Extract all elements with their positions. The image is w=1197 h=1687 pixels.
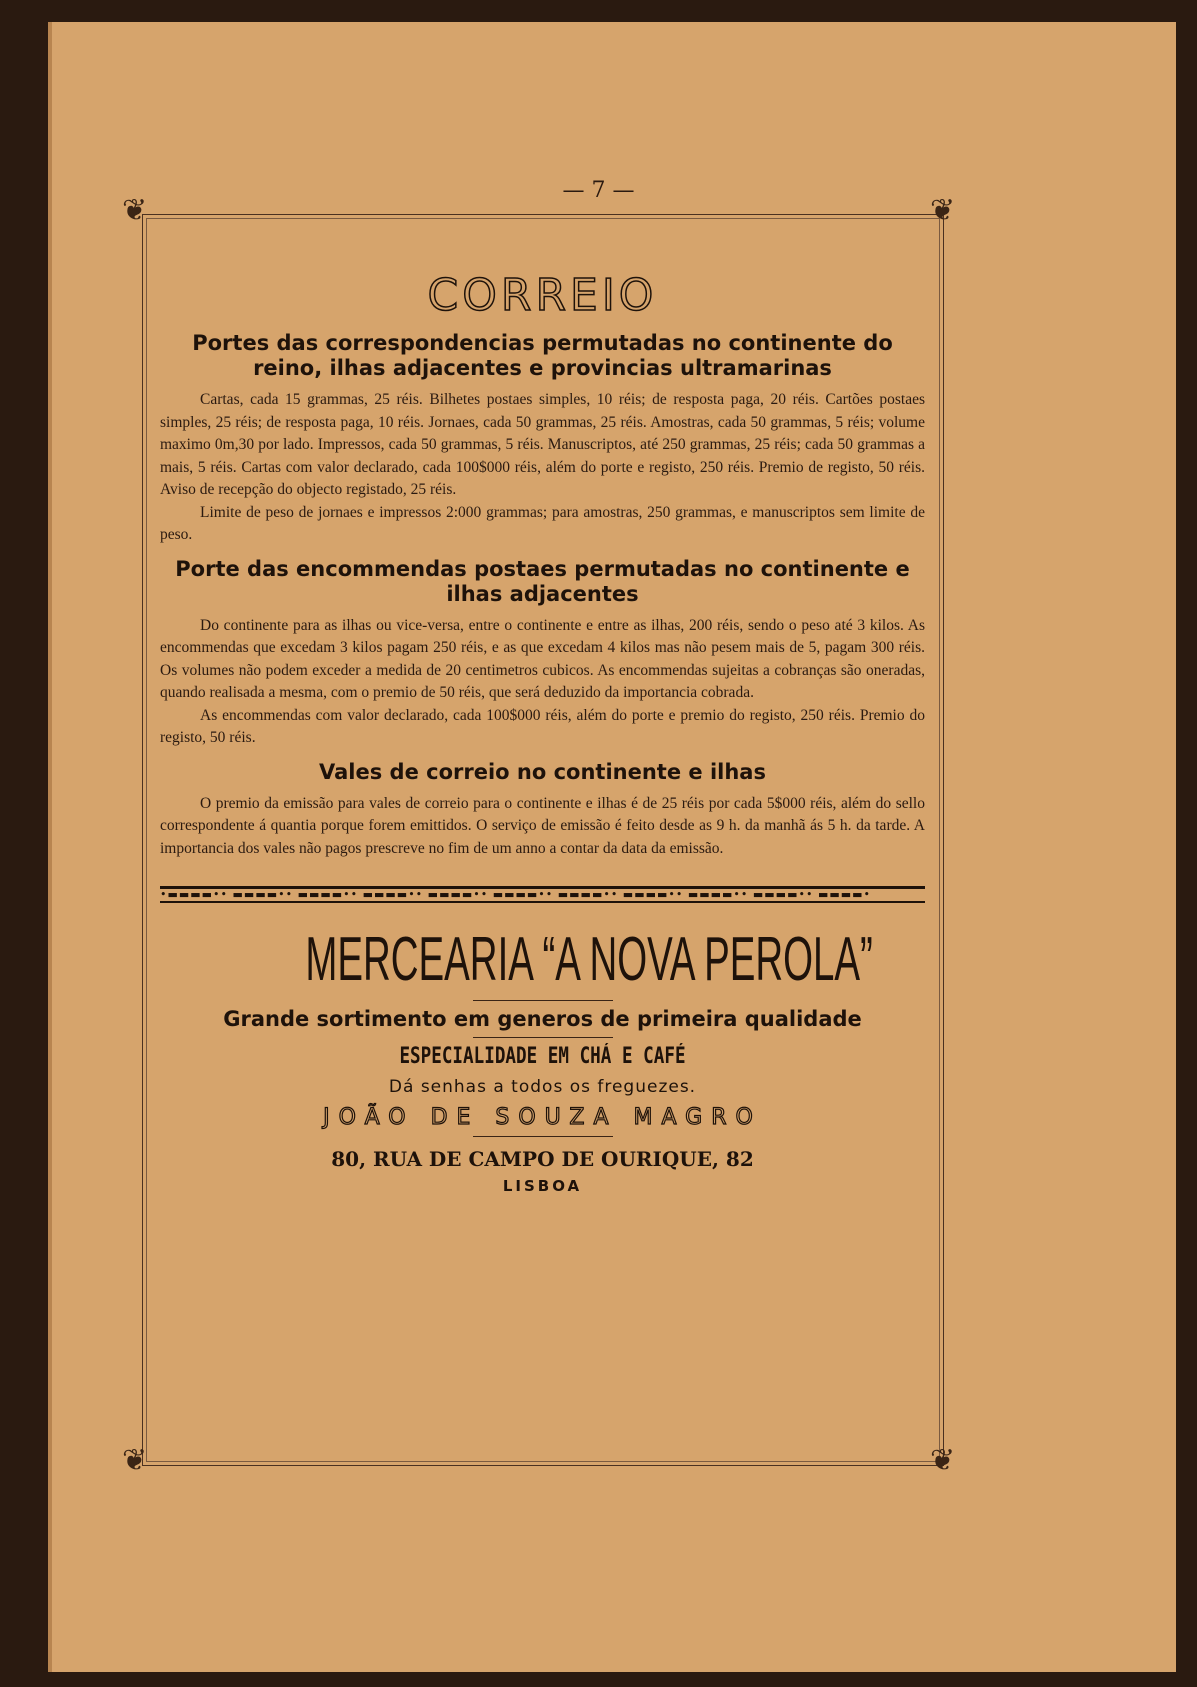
section-paragraph: Do continente para as ilhas ou vice-versa, entre o continente e entre as ilhas, 200 réis, sendo o peso até 3 kilos. As encommendas que excedam 3 kilos pagam 250 réis, e as que excedam 4 kilos mas não pesem mais de 5, pagam 300 réis. Os volumes não podem exceder a medida de 20 centimetros cubicos. As encommendas sujeitas a cobranças são oneradas, quando realisada a mesma, com o premio de 50 réis, que será deduzido da importancia cobrada. [160, 616, 925, 701]
section-title: Portes das correspondencias permutadas no continente do reino, ilhas adjacentes e provincias ultramarinas [192, 331, 893, 380]
advert-rule [473, 1037, 613, 1038]
section-paragraph: Cartas, cada 15 grammas, 25 réis. Bilhetes postaes simples, 10 réis; de resposta paga, 20 réis. Cartões postaes simples, 25 réis; de resposta paga, 10 réis. Jornaes, cada 50 grammas, 25 réis. Amostras, cada 50 grammas, 5 réis; volume maximo 0m,30 por lado. Impressos, cada 50 grammas, 5 réis. Manuscriptos, até 250 grammas, 25 réis; cada 50 grammas a mais, 5 réis. Cartas com valor declarado, cada 100$000 réis, além do porte e registo, 250 réis. Premio de registo, 50 réis. Aviso de recepção do objecto registado, 25 réis. [160, 391, 925, 498]
advert-title: MERCEARIA “A NOVA PEROLA” [305, 925, 873, 994]
advert-subtitle: Grande sortimento em generos de primeira qualidade [223, 1007, 862, 1031]
page-spine [48, 22, 52, 1672]
advert-senhas: Dá senhas a todos os freguezes. [388, 1077, 697, 1097]
section-paragraph: O premio da emissão para vales de correio para o continente e ilhas é de 25 réis por cada 5$000 réis, além do sello correspondente á quantia porque forem emittidos. O serviço de emissão é feito desde as 9 h. da manhã ás 5 h. da tarde. A importancia dos vales não pagos prescreve no fim de um anno a contar da data da emissão. [160, 794, 925, 857]
advert-speciality: ESPECIALIDADE EM CHÁ E CAFÉ [399, 1044, 686, 1069]
section-title: Porte das encommendas postaes permutadas no continente e ilhas adjacentes [175, 556, 910, 606]
section-paragraph: Limite de peso de jornaes e impressos 2:000 grammas; para amostras, 250 grammas, e manuscriptos sem limite de peso. [160, 503, 925, 543]
decorative-divider: •▬▬▬▬•• ▬▬▬▬•• ▬▬▬▬•• ▬▬▬▬•• ▬▬▬▬•• ▬▬▬▬•• ▬▬▬▬•• ▬▬▬▬•• ▬▬▬▬•• ▬▬▬▬•• ▬▬▬▬• [160, 886, 925, 906]
page-content [160, 230, 925, 1195]
advert-rule [473, 1000, 613, 1001]
advert-city: LISBOA [502, 1177, 583, 1195]
corner-ornament-icon: ❦ [930, 193, 956, 228]
corner-ornament-icon: ❦ [930, 1443, 956, 1478]
page-title: CORREIO [427, 270, 658, 321]
section-paragraph: As encommendas com valor declarado, cada 100$000 réis, além do porte e premio do registo, 250 réis. Premio do registo, 50 réis. [160, 706, 925, 746]
page-number: — 7 — [562, 178, 635, 203]
advert-address: 80, RUA DE CAMPO DE OURIQUE, 82 [331, 1147, 754, 1171]
advert-rule [473, 1136, 613, 1137]
corner-ornament-icon: ❦ [122, 1443, 148, 1478]
advert-owner: JOÃO DE SOUZA MAGRO [323, 1105, 762, 1130]
corner-ornament-icon: ❦ [122, 193, 148, 228]
section-title: Vales de correio no continente e ilhas [319, 759, 766, 784]
